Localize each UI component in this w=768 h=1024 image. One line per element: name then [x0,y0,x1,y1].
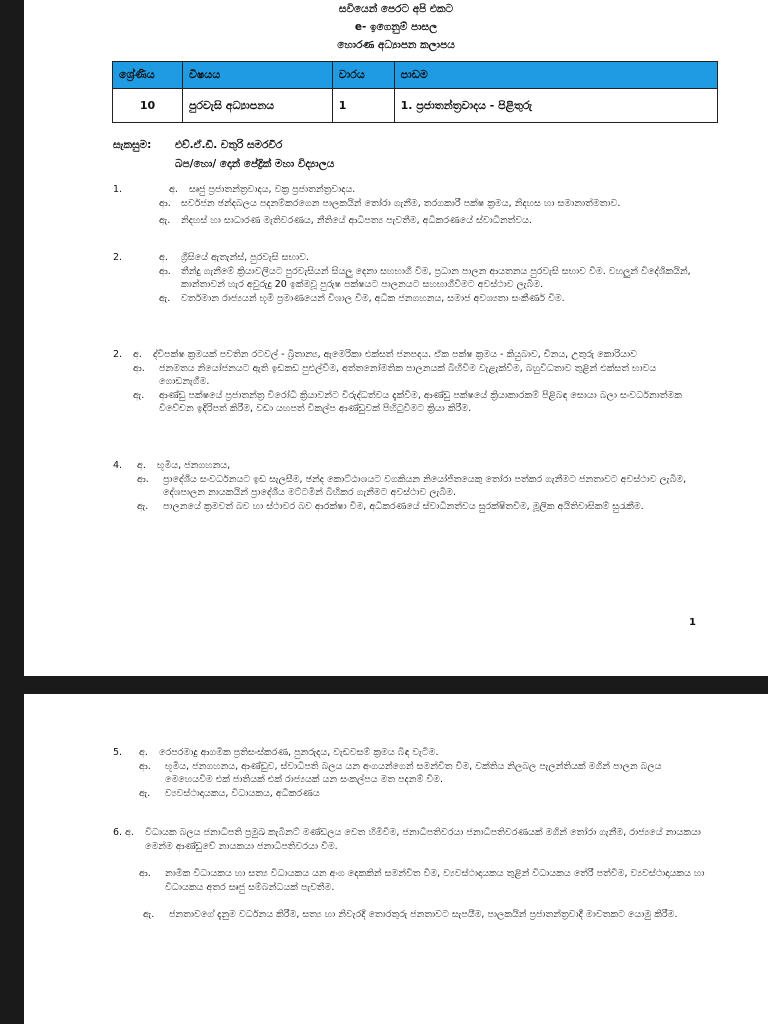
grade-header: ශ්‍රේණිය [113,62,183,89]
question-2 [113,251,703,305]
answer-item [125,826,713,853]
header-school: e- ඉගෙනුම් පාසල [354,21,438,33]
item-text: තීන්දු ගැනීමේ ක්‍රියාවලියට පුරවැසියන් සියලු දෙනා සහභාගී වීම, ප්‍රධාන පාලන ආයතනය පුරවැසි සභාව වීම. වහලුන් විදේශිකයින්, කාන්තාවන් හැර අවුරුදු 20 ඉක්මවූ පුරුෂ පක්ෂයට පාලනයට සහභාගීවීමට අවස්ථාව ලැබීම. [181,265,691,290]
item-marker: ආ. [133,362,145,374]
page-header [24,0,768,54]
item-text: ග්‍රීසියේ ඇතැන්ස්, පුරවැසි සභාව. [181,252,309,263]
item-text: විධායක බලය ජනාධිපති ප්‍රමුඛ කැබිනට් මණ්ඩලය වෙත හිමිවීම, ජනාධිපතිවරයා ජනාධිපතිවරණයක් මගින් තෝරා ගැනීම, රාජ්‍යයේ නායකයා මෙන්ම ආණ්ඩුවේ නායකයා ජනාධිපතිවරයා වීම. [145,827,701,852]
item-marker: අ. [159,252,168,263]
subject-cell: පුරවැසි අධ්‍යාපනය [182,89,332,123]
item-marker: ඇ. [133,389,145,401]
answer-item [139,867,713,894]
lesson-header: පාඩම [394,62,717,89]
answer-item [169,183,703,197]
item-marker: ආ. [137,473,149,485]
item-text: ජනමතය නියෝජනයට ඇති ඉඩකඩ පුළුල්වීම, අත්තනෝමතික පාලනයක් බිහිවීම වැළැක්වීම, බහුවිධතාව තුළින් එක්සත් භාවය ගොඩනැගීම. [159,362,657,387]
header-slogan: සවියෙන් පෙරට අපි එකට [338,3,454,15]
answer-item [159,214,703,228]
page-2 [24,694,768,1024]
item-marker: ඇ. [143,909,155,920]
question-number: 4. [113,460,123,471]
answer-item [139,787,703,801]
item-text: භූමිය, ජනගහනය, ආණ්ඩුව, ස්වාධිපති බලය යන අංගයන්ගෙන් සමන්විත වීම, වක්තිය නිලබල පැලන්තියක් මගින් පාලන බලය මෙහෙයවීම එක් ජාතියක් එක් රාජ්‍යයක් යන සංකල්පය මත පදනම් වීම. [165,760,662,785]
item-text: වර්තමාන රාජ්‍යයන් භූමි ප්‍රමාණයෙන් විශාල වීම, අධික ජනගහනය, සමාජ අවශ්‍යතා සංකීර්ණ වීම. [181,292,565,304]
question-number: 1. [113,184,123,195]
item-marker: අ. [137,460,146,471]
grade-cell: 10 [113,89,183,123]
compiler-label: සැකසුම: [113,139,152,151]
question-5 [113,746,703,800]
compiler-school: බප/හො/ දොන් පේද්‍රික් මහා විද්‍යාලය [175,158,335,170]
item-marker: ආ. [139,868,151,879]
item-marker: ඇ. [159,215,171,226]
item-text: ප්‍රාදේශීය සංවර්ධනයට ඉඩ සැලසීම, ඡන්ද කොට්ඨාශයට වගකියන නියෝජිතයෙකු තෝරා පත්කර ගැනීමට ජනතාවට අවස්ථාව ලැබීම, දේශපාලන නායකයින් ප්‍රාදේශීය මට්ටමින් බිහිකර ගැනීමට අවස්ථාව ලැබීම. [163,473,687,498]
table-header-row [113,62,718,89]
answer-item [143,908,713,922]
item-marker: ඇ. [159,292,171,304]
question-4 [113,459,703,513]
lesson-cell: 1. ප්‍රජාතන්ත්‍රවාදය - පිළිතුරු [394,89,717,123]
item-text: පාලනයේ ක්‍රමවත් බව හා ස්ථාවර බව ආරක්ෂා වීම, අධිකරණයේ ස්වාධීනත්වය සුරක්ෂිතවීම, මූලික අයිතිවාසිකම් සුරැකීම. [163,500,644,512]
answer-item [159,292,703,306]
answer-item [137,459,703,473]
item-text: සෘජු ප්‍රජාතන්ත්‍රවාදය, වක්‍ර ප්‍රජාතන්ත්‍රවාදය. [189,184,356,195]
page-number: 1 [689,617,696,628]
item-marker: අ. [133,349,142,360]
item-text: සර්වජන ඡන්දබලය පදනම්කරගෙන පාලකයින් තෝරා ගැනීම, තරගකාරී පක්ෂ ක්‍රමය, නිදහස හා සමානාත්මතාව. [181,197,621,209]
item-text: භූමිය, ජනගහනය, [157,460,231,471]
question-6 [113,826,713,922]
item-marker: ආ. [159,265,171,277]
subject-header: විෂයය [182,62,332,89]
answer-item [133,389,703,416]
answer-item [139,760,703,787]
item-text: ජනතාවගේ දැනුම වර්ධනය කිරීම, සත්‍ය හා නිවැරදි තොරතුරු ජනතාවට සැපයීම, පාලකයින් ප්‍රජාතන්ත්‍රවාදී මාවතකට යොමු කිරීම. [169,909,678,920]
question-number: 2. [113,349,123,360]
page-1 [24,0,768,676]
item-text: ආණ්ඩු පක්ෂයේ ප්‍රජාතන්ත්‍ර විරෝධී ක්‍රියාවන්ට විරුද්ධත්වය දැක්වීම, ආණ්ඩු පක්ෂයේ ක්‍රියාකාරකම් පිළිබඳ සොයා බලා සංවර්ධනාත්මක විවේචන ඉදිරිපත් කිරීම, වඩා යහපත් විකල්ප ආණ්ඩුවක් පිහිටුවීමට ක්‍රියා කිරීම. [159,389,682,414]
lesson-info-table [112,61,718,123]
table-row [113,89,718,123]
question-number: 5. [113,747,123,758]
item-text: නාමික විධායකය හා සත්‍ය විධායකය යන අංග දෙකකින් සමන්විත වීම, ව්‍යවස්ථාදායකය තුළින් විධායකය තේරී පත්වීම, ව්‍යවස්ථාදායකය හා විධායකය අතර සෘජු සම්බන්ධයක් පැවතීම. [165,868,705,893]
term-header: වාරය [332,62,394,89]
item-marker: අ. [139,747,148,758]
question-number: 6. [113,827,123,838]
item-text: ව්‍යවස්ථාදායකය, විධායකය, අධිකරණය [165,787,320,799]
item-text: නිදහස් හා සාධාරණ මැතිවරණය, නීතියේ ආධිපත්‍ය පැවතීම, අධිකරණයේ ස්වාධීනත්වය. [181,215,532,226]
item-text: රෙපරමාදු ආගමික ප්‍රතිසංස්කරණ, පුනරුදය, වැඩවසම් ක්‍රමය බිඳ වැටීම. [159,747,439,758]
answer-item [133,362,703,389]
answer-item [133,348,703,362]
answer-item [137,473,703,500]
compiler-name: එච්.ඒ.ඩී. චතුරි සමරවීර [175,139,283,151]
item-marker: ඇ. [139,787,151,799]
item-marker: අ. [125,827,134,838]
item-marker: අ. [169,184,178,195]
answer-item [137,500,703,514]
header-zone: හොරණ අධ්‍යාපන කලාපය [337,39,455,51]
question-number: 2. [113,252,123,263]
answer-item [159,197,703,211]
item-marker: ඇ. [137,500,149,512]
compiler-block [113,136,334,174]
item-text: ද්විපක්ෂ ක්‍රමයක් පවතින රටවල් - බ්‍රිතාන්‍ය, ඇමෙරිකා එක්සත් ජනපදය. ඒක පක්ෂ ක්‍රමය - කියුබාව, චීනය, උතුරු කොරියාව [153,349,637,360]
term-cell: 1 [332,89,394,123]
answer-item [139,746,703,760]
question-3 [113,348,703,416]
item-marker: ආ. [139,760,151,772]
answer-item [159,265,703,292]
item-marker: ආ. [159,197,171,209]
answer-item [159,251,703,265]
question-1 [113,183,703,228]
